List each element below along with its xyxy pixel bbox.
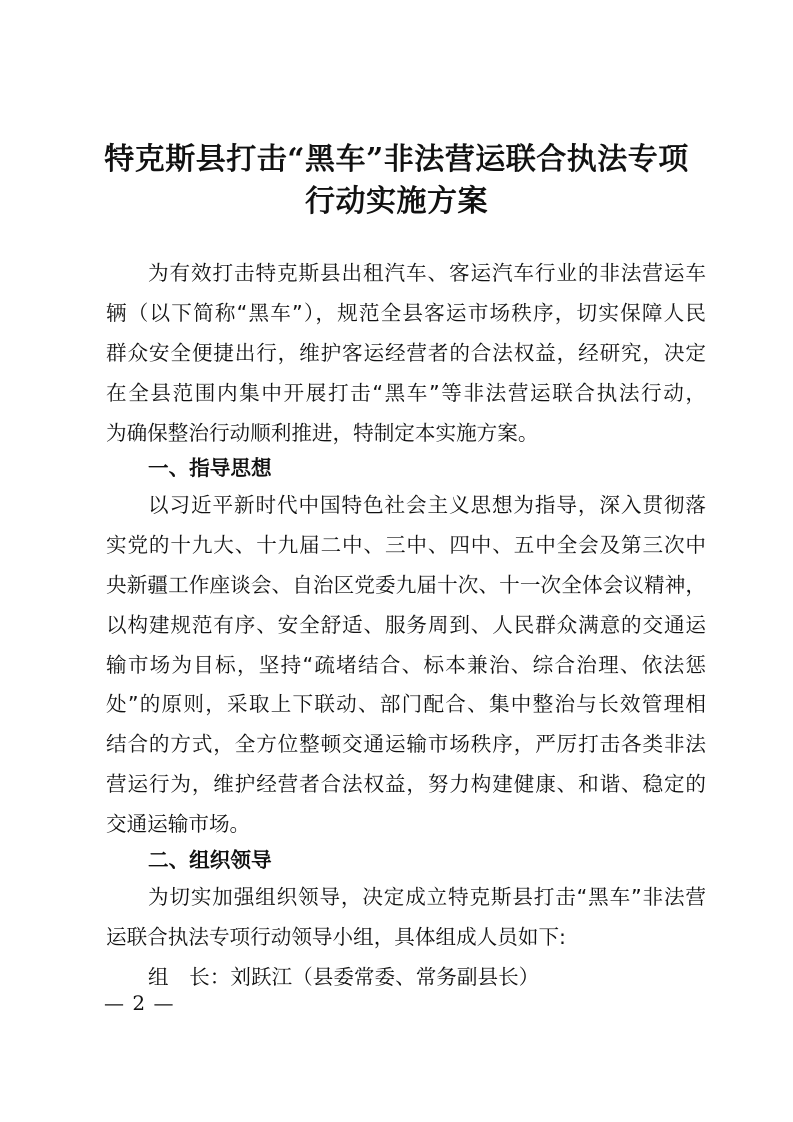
section1-paragraph-line: 营运行为，维护经营者合法权益，努力构建健康、和谐、稳定的 (106, 772, 706, 796)
intro-paragraph-line: 辆（以下简称“黑车”），规范全县客运市场秩序，切实保障人民 (106, 301, 706, 325)
section1-paragraph-line: 以构建规范有序、安全舒适、服务周到、人民群众满意的交通运 (106, 613, 706, 637)
section1-paragraph-line: 央新疆工作座谈会、自治区党委九届十次、十一次全体会议精神， (106, 573, 706, 597)
section1-paragraph-line: 输市场为目标，坚持“疏堵结合、标本兼治、综合治理、依法惩 (106, 653, 706, 677)
intro-paragraph-line: 在全县范围内集中开展打击“黑车”等非法营运联合执法行动， (106, 381, 706, 405)
section1-paragraph-line: 交通运输市场。 (106, 812, 251, 836)
section1-paragraph-line: 结合的方式，全方位整顿交通运输市场秩序，严厉打击各类非法 (106, 732, 706, 756)
intro-paragraph-line: 为有效打击特克斯县出租汽车、客运汽车行业的非法营运车 (148, 261, 706, 285)
leader-line: 组 长：刘跃江（县委常委、常务副县长） (148, 965, 540, 989)
document-title-line-2: 行动实施方案 (305, 184, 488, 219)
intro-paragraph-line: 群众安全便捷出行，维护客运经营者的合法权益，经研究，决定 (106, 341, 706, 365)
intro-paragraph-line: 为确保整治行动顺利推进，特制定本实施方案。 (106, 421, 539, 445)
section-heading-guiding-ideology: 一、指导思想 (148, 456, 272, 480)
page-number: — 2 — (104, 991, 175, 1015)
section1-paragraph-line: 处”的原则，采取上下联动、部门配合、集中整治与长效管理相 (106, 692, 706, 716)
section2-paragraph-line: 运联合执法专项行动领导小组，具体组成人员如下: (106, 925, 566, 949)
section1-paragraph-line: 实党的十九大、十九届二中、三中、四中、五中全会及第三次中 (106, 533, 706, 557)
section1-paragraph-line: 以习近平新时代中国特色社会主义思想为指导，深入贯彻落 (148, 493, 706, 517)
document-title-line-1: 特克斯县打击“黑车”非法营运联合执法专项 (104, 142, 689, 177)
section-heading-organization: 二、组织领导 (148, 848, 272, 872)
section2-paragraph-line: 为切实加强组织领导，决定成立特克斯县打击“黑车”非法营 (148, 885, 706, 909)
